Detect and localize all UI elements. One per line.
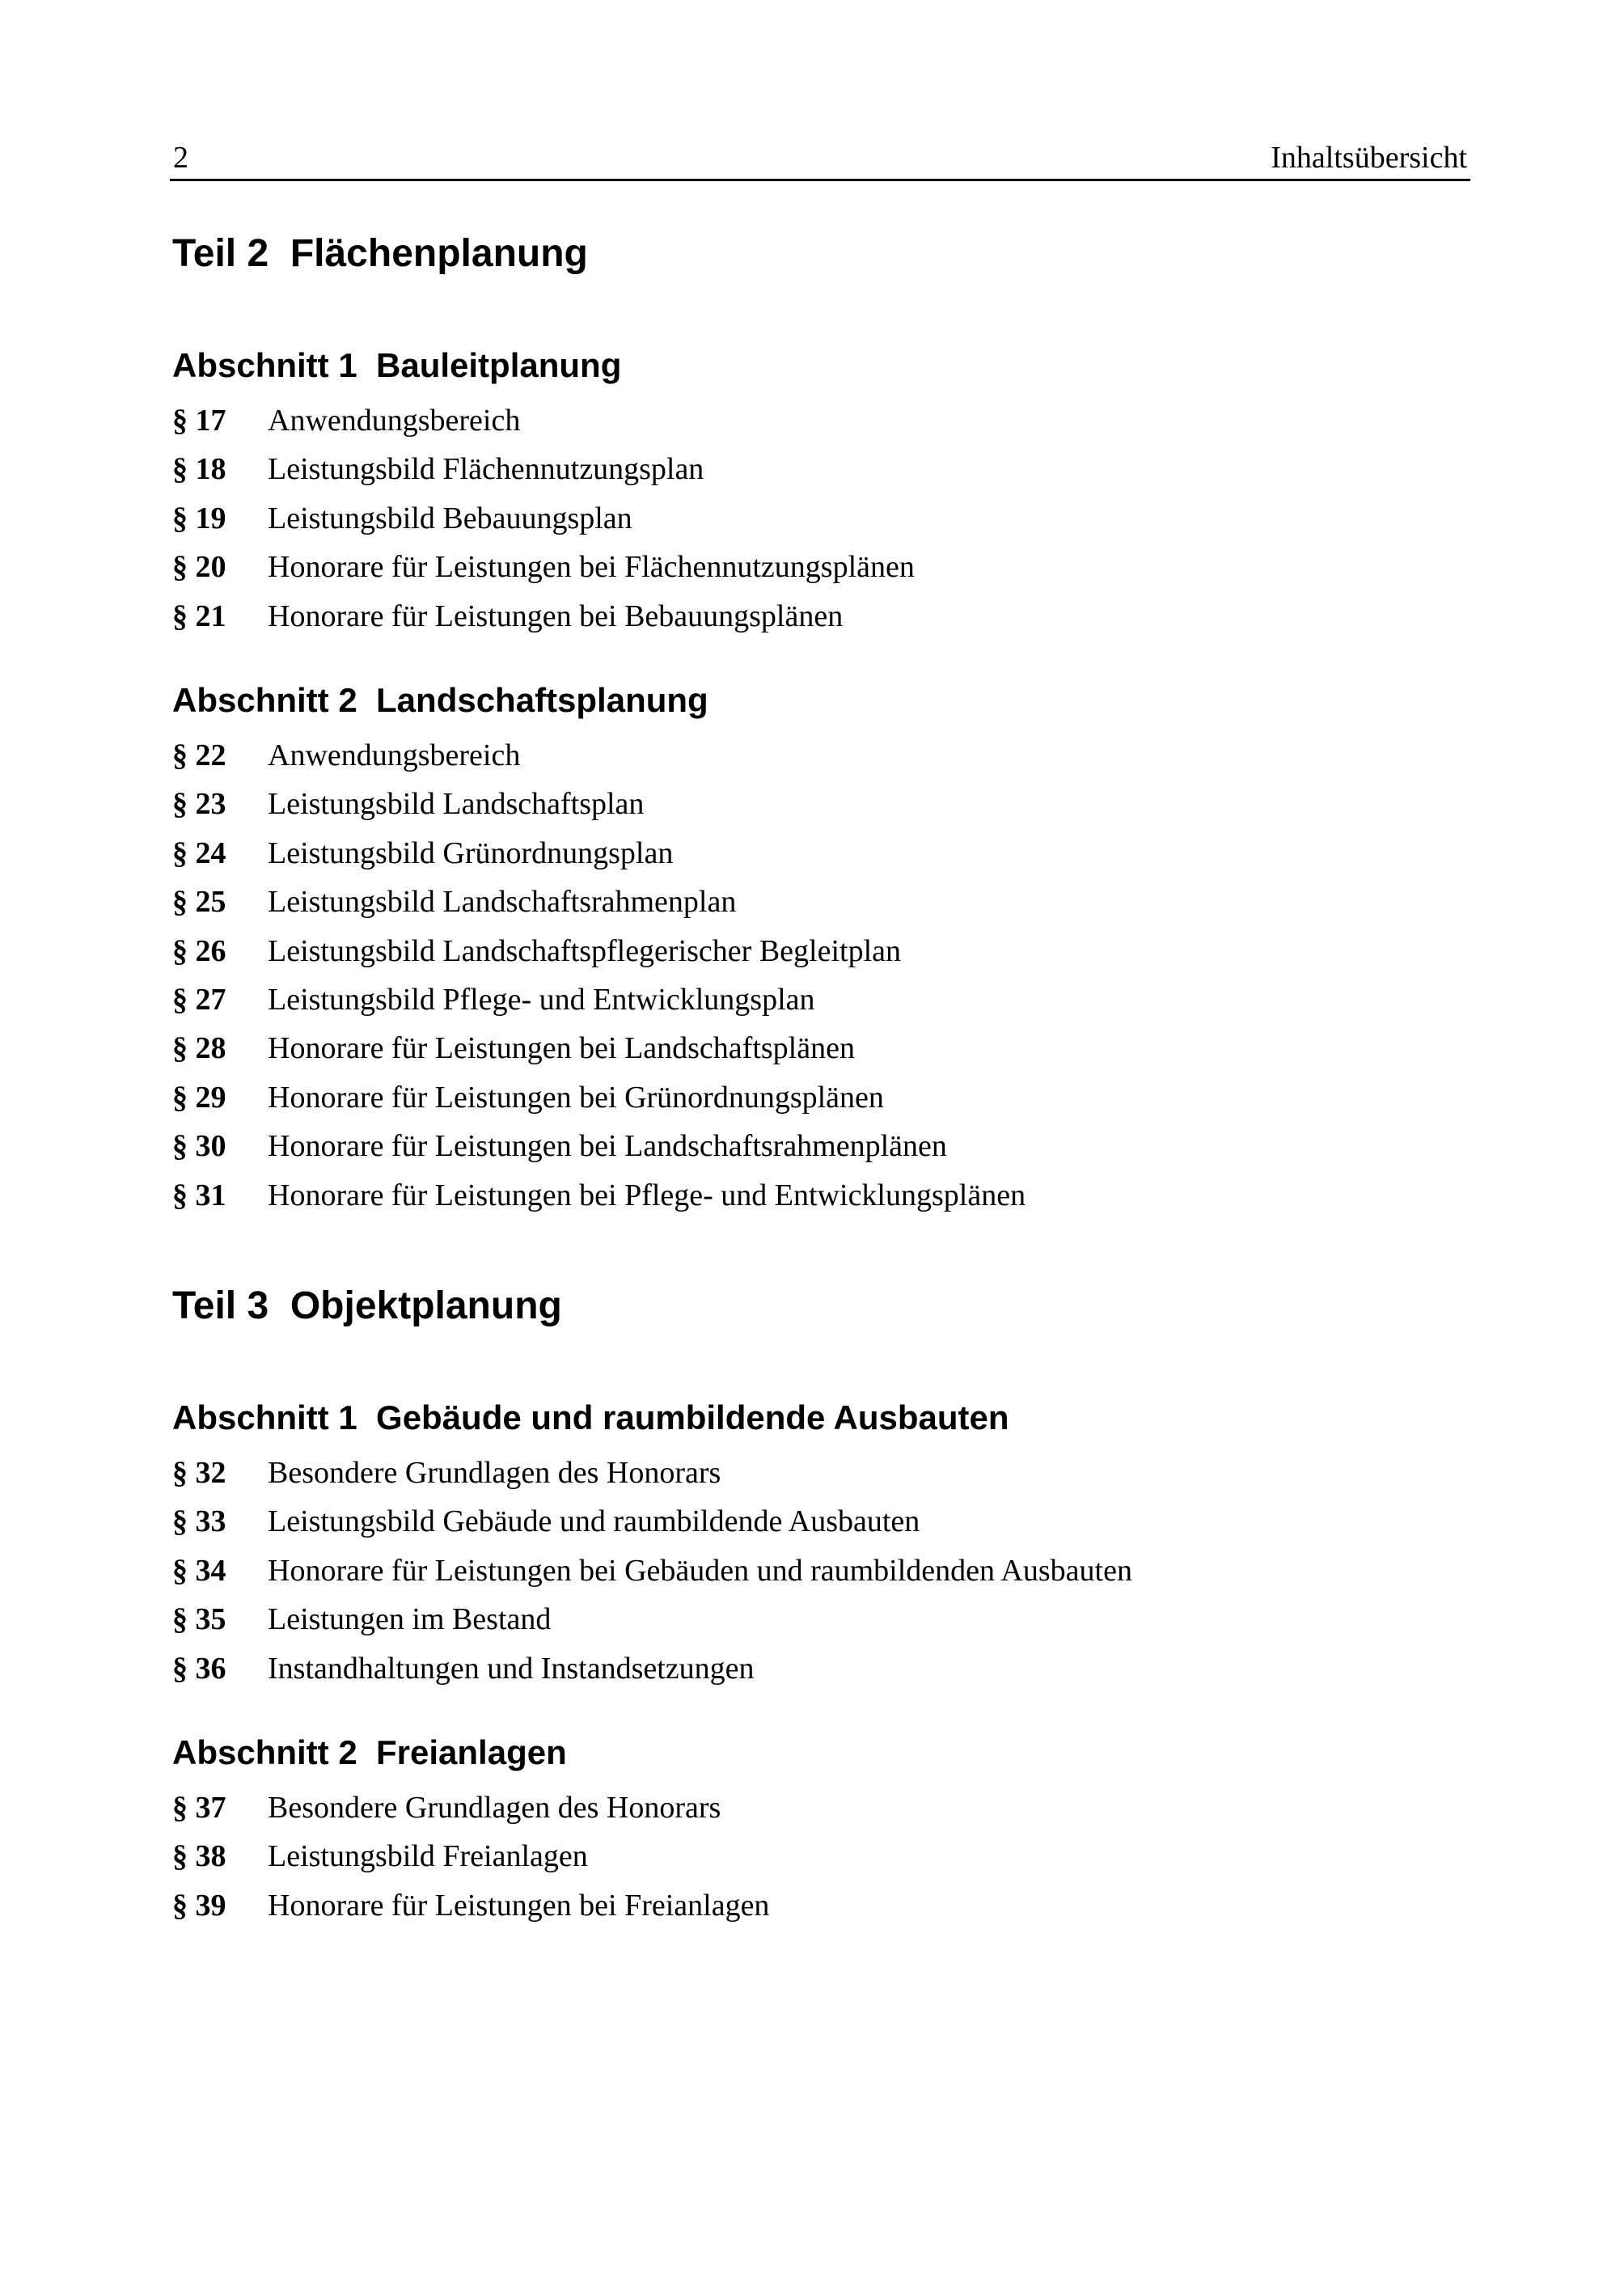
entry-title: Honorare für Leistungen bei Freianlagen — [268, 1888, 770, 1923]
paragraph-number: § 31 — [172, 1178, 226, 1212]
entry-title: Instandhaltungen und Instandsetzungen — [268, 1651, 755, 1686]
paragraph-number: § 18 — [172, 452, 226, 487]
paragraph-number: § 25 — [172, 885, 226, 920]
paragraph-number: § 33 — [172, 1504, 226, 1539]
entry-title: Leistungsbild Flächennutzungsplan — [268, 452, 704, 487]
paragraph-number: § 17 — [172, 404, 226, 438]
entry-title: Leistungsbild Landschaftsrahmenplan — [268, 885, 737, 920]
entry-title: Leistungsbild Landschaftsplan — [268, 787, 645, 822]
part-heading: Teil 2 Flächenplanung — [172, 232, 588, 275]
paragraph-number: § 24 — [172, 836, 226, 870]
entry-title: Anwendungsbereich — [268, 738, 521, 772]
entry-title: Honorare für Leistungen bei Pflege- und Entwicklungsplänen — [268, 1178, 1026, 1212]
running-title: Inhaltsübersicht — [1271, 141, 1467, 175]
entry-title: Honorare für Leistungen bei Bebauungsplänen — [268, 599, 844, 633]
page-number: 2 — [173, 141, 188, 175]
page-header — [170, 133, 1470, 181]
entry-title: Honorare für Leistungen bei Flächennutzungsplänen — [268, 550, 915, 585]
paragraph-number: § 35 — [172, 1602, 226, 1637]
paragraph-number: § 26 — [172, 933, 226, 968]
entry-title: Leistungsbild Gebäude und raumbildende Ausbauten — [268, 1504, 920, 1539]
paragraph-number: § 19 — [172, 501, 226, 535]
paragraph-number: § 23 — [172, 787, 226, 822]
entry-title: Besondere Grundlagen des Honorars — [268, 1456, 721, 1490]
paragraph-number: § 36 — [172, 1651, 226, 1686]
entry-title: Leistungsbild Landschaftspflegerischer Begleitplan — [268, 933, 901, 968]
paragraph-number: § 27 — [172, 982, 226, 1017]
paragraph-number: § 28 — [172, 1031, 226, 1066]
paragraph-number: § 21 — [172, 599, 226, 633]
paragraph-number: § 29 — [172, 1080, 226, 1115]
entry-title: Honorare für Leistungen bei Grünordnungsplänen — [268, 1080, 884, 1115]
entry-title: Leistungsbild Grünordnungsplan — [268, 836, 674, 870]
entry-title: Besondere Grundlagen des Honorars — [268, 1791, 721, 1825]
entry-title: Leistungsbild Pflege- und Entwicklungsplan — [268, 982, 815, 1017]
section-heading: Abschnitt 2 Freianlagen — [172, 1733, 567, 1771]
section-heading: Abschnitt 1 Gebäude und raumbildende Ausbauten — [172, 1398, 1009, 1436]
paragraph-number: § 20 — [172, 550, 226, 585]
paragraph-number: § 32 — [172, 1456, 226, 1490]
paragraph-number: § 39 — [172, 1888, 226, 1923]
entry-title: Leistungsbild Bebauungsplan — [268, 501, 632, 535]
entry-title: Honorare für Leistungen bei Landschaftsplänen — [268, 1031, 855, 1066]
paragraph-number: § 22 — [172, 738, 226, 772]
paragraph-number: § 37 — [172, 1791, 226, 1825]
paragraph-number: § 34 — [172, 1553, 226, 1588]
section-heading: Abschnitt 1 Bauleitplanung — [172, 346, 622, 384]
part-heading: Teil 3 Objektplanung — [172, 1284, 562, 1327]
section-heading: Abschnitt 2 Landschaftsplanung — [172, 681, 708, 719]
entry-title: Anwendungsbereich — [268, 404, 521, 438]
paragraph-number: § 38 — [172, 1839, 226, 1874]
entry-title: Honorare für Leistungen bei Gebäuden und raumbildenden Ausbauten — [268, 1553, 1132, 1588]
entry-title: Leistungsbild Freianlagen — [268, 1839, 588, 1874]
paragraph-number: § 30 — [172, 1129, 226, 1164]
entry-title: Leistungen im Bestand — [268, 1602, 552, 1637]
entry-title: Honorare für Leistungen bei Landschaftsrahmenplänen — [268, 1129, 947, 1164]
